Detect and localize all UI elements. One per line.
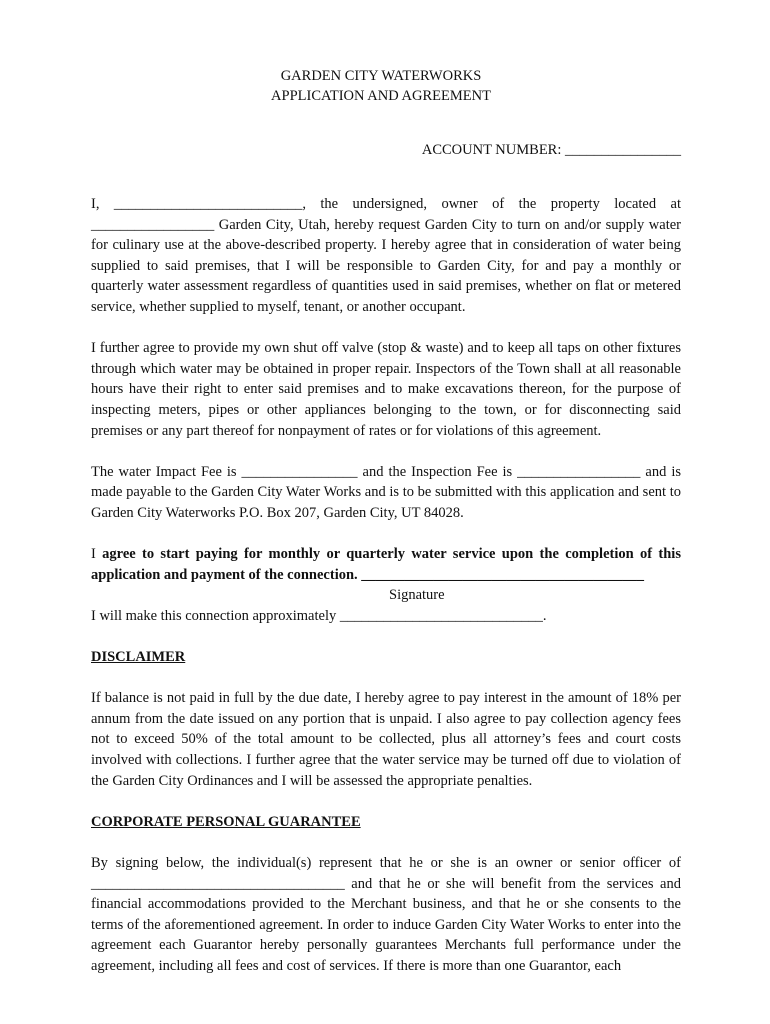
agreement-lead: I: [91, 546, 103, 563]
agreement-bold-text: agree to start paying for monthly or quarterly water service upon the completion of this application and payment of the connection. _______________________________________: [91, 546, 681, 583]
fees-paragraph: The water Impact Fee is ________________ and the Inspection Fee is _________________ and is made payable to the Garden City Water Works and is to be submitted with this application and sent to Garden City Waterworks P.O. Box 207, Garden City, UT 84028.: [91, 463, 681, 521]
disclaimer-paragraph: If balance is not paid in full by the due date, I hereby agree to pay interest in the amount of 18% per annum from the date issued on any portion that is unpaid. I also agree to pay collection agency fees not to exceed 50% of the total amount to be collected, plus all attorney’s fees and court costs involved with collections. I further agree that the water service may be turned off due to violation of the Garden City Ordinances and I will be assessed the appropriate penalties.: [91, 690, 681, 789]
guarantee-heading: CORPORATE PERSONAL GUARANTEE: [91, 813, 361, 830]
valve-inspection-paragraph: I further agree to provide my own shut off valve (stop & waste) and to keep all taps on other fixtures through which water may be obtained in proper repair. Inspectors of the Town shall at all reasonable hours have their right to enter said premises and to make excavations thereon, for the purpose of inspecting meters, pipes or other appliances belonging to the town, or for disconnecting said premises or any part thereof for nonpayment of rates or for violations of this agreement.: [91, 340, 681, 439]
disclaimer-heading: DISCLAIMER: [91, 649, 186, 666]
document-page: [91, 66, 681, 977]
ownership-paragraph: I, __________________________, the undersigned, owner of the property located at _________________ Garden City, Utah, hereby request Garden City to turn on and/or supply water for culinary use at the above-described property. I hereby agree that in consideration of water being supplied to said premises, that I will be responsible to Garden City, for and pay a monthly or quarterly water assessment regardless of quantities used in said premises, whether on flat or metered service, whether supplied to myself, tenant, or another occupant.: [91, 196, 681, 315]
guarantee-paragraph: By signing below, the individual(s) represent that he or she is an owner or senior officer of ___________________________________ and that he or she will benefit from the services and financial accommodations provided to the Merchant business, and that he or she consents to the terms of the aforementioned agreement. In order to induce Garden City Water Works to enter into the agreement each Guarantor hereby personally guarantees Merchants full performance under the agreement, including all fees and cost of services. If there is more than one Guarantor, each: [91, 855, 681, 974]
agreement-paragraph: [91, 544, 681, 585]
title-line-1: GARDEN CITY WATERWORKS: [280, 68, 482, 84]
signature-label: Signature: [389, 587, 445, 604]
document-title: [81, 66, 681, 106]
title-line-2: APPLICATION AND AGREEMENT: [271, 88, 491, 104]
account-number-field: ACCOUNT NUMBER: ________________: [421, 142, 681, 158]
connection-date-line: I will make this connection approximately ____________________________.: [91, 607, 547, 624]
